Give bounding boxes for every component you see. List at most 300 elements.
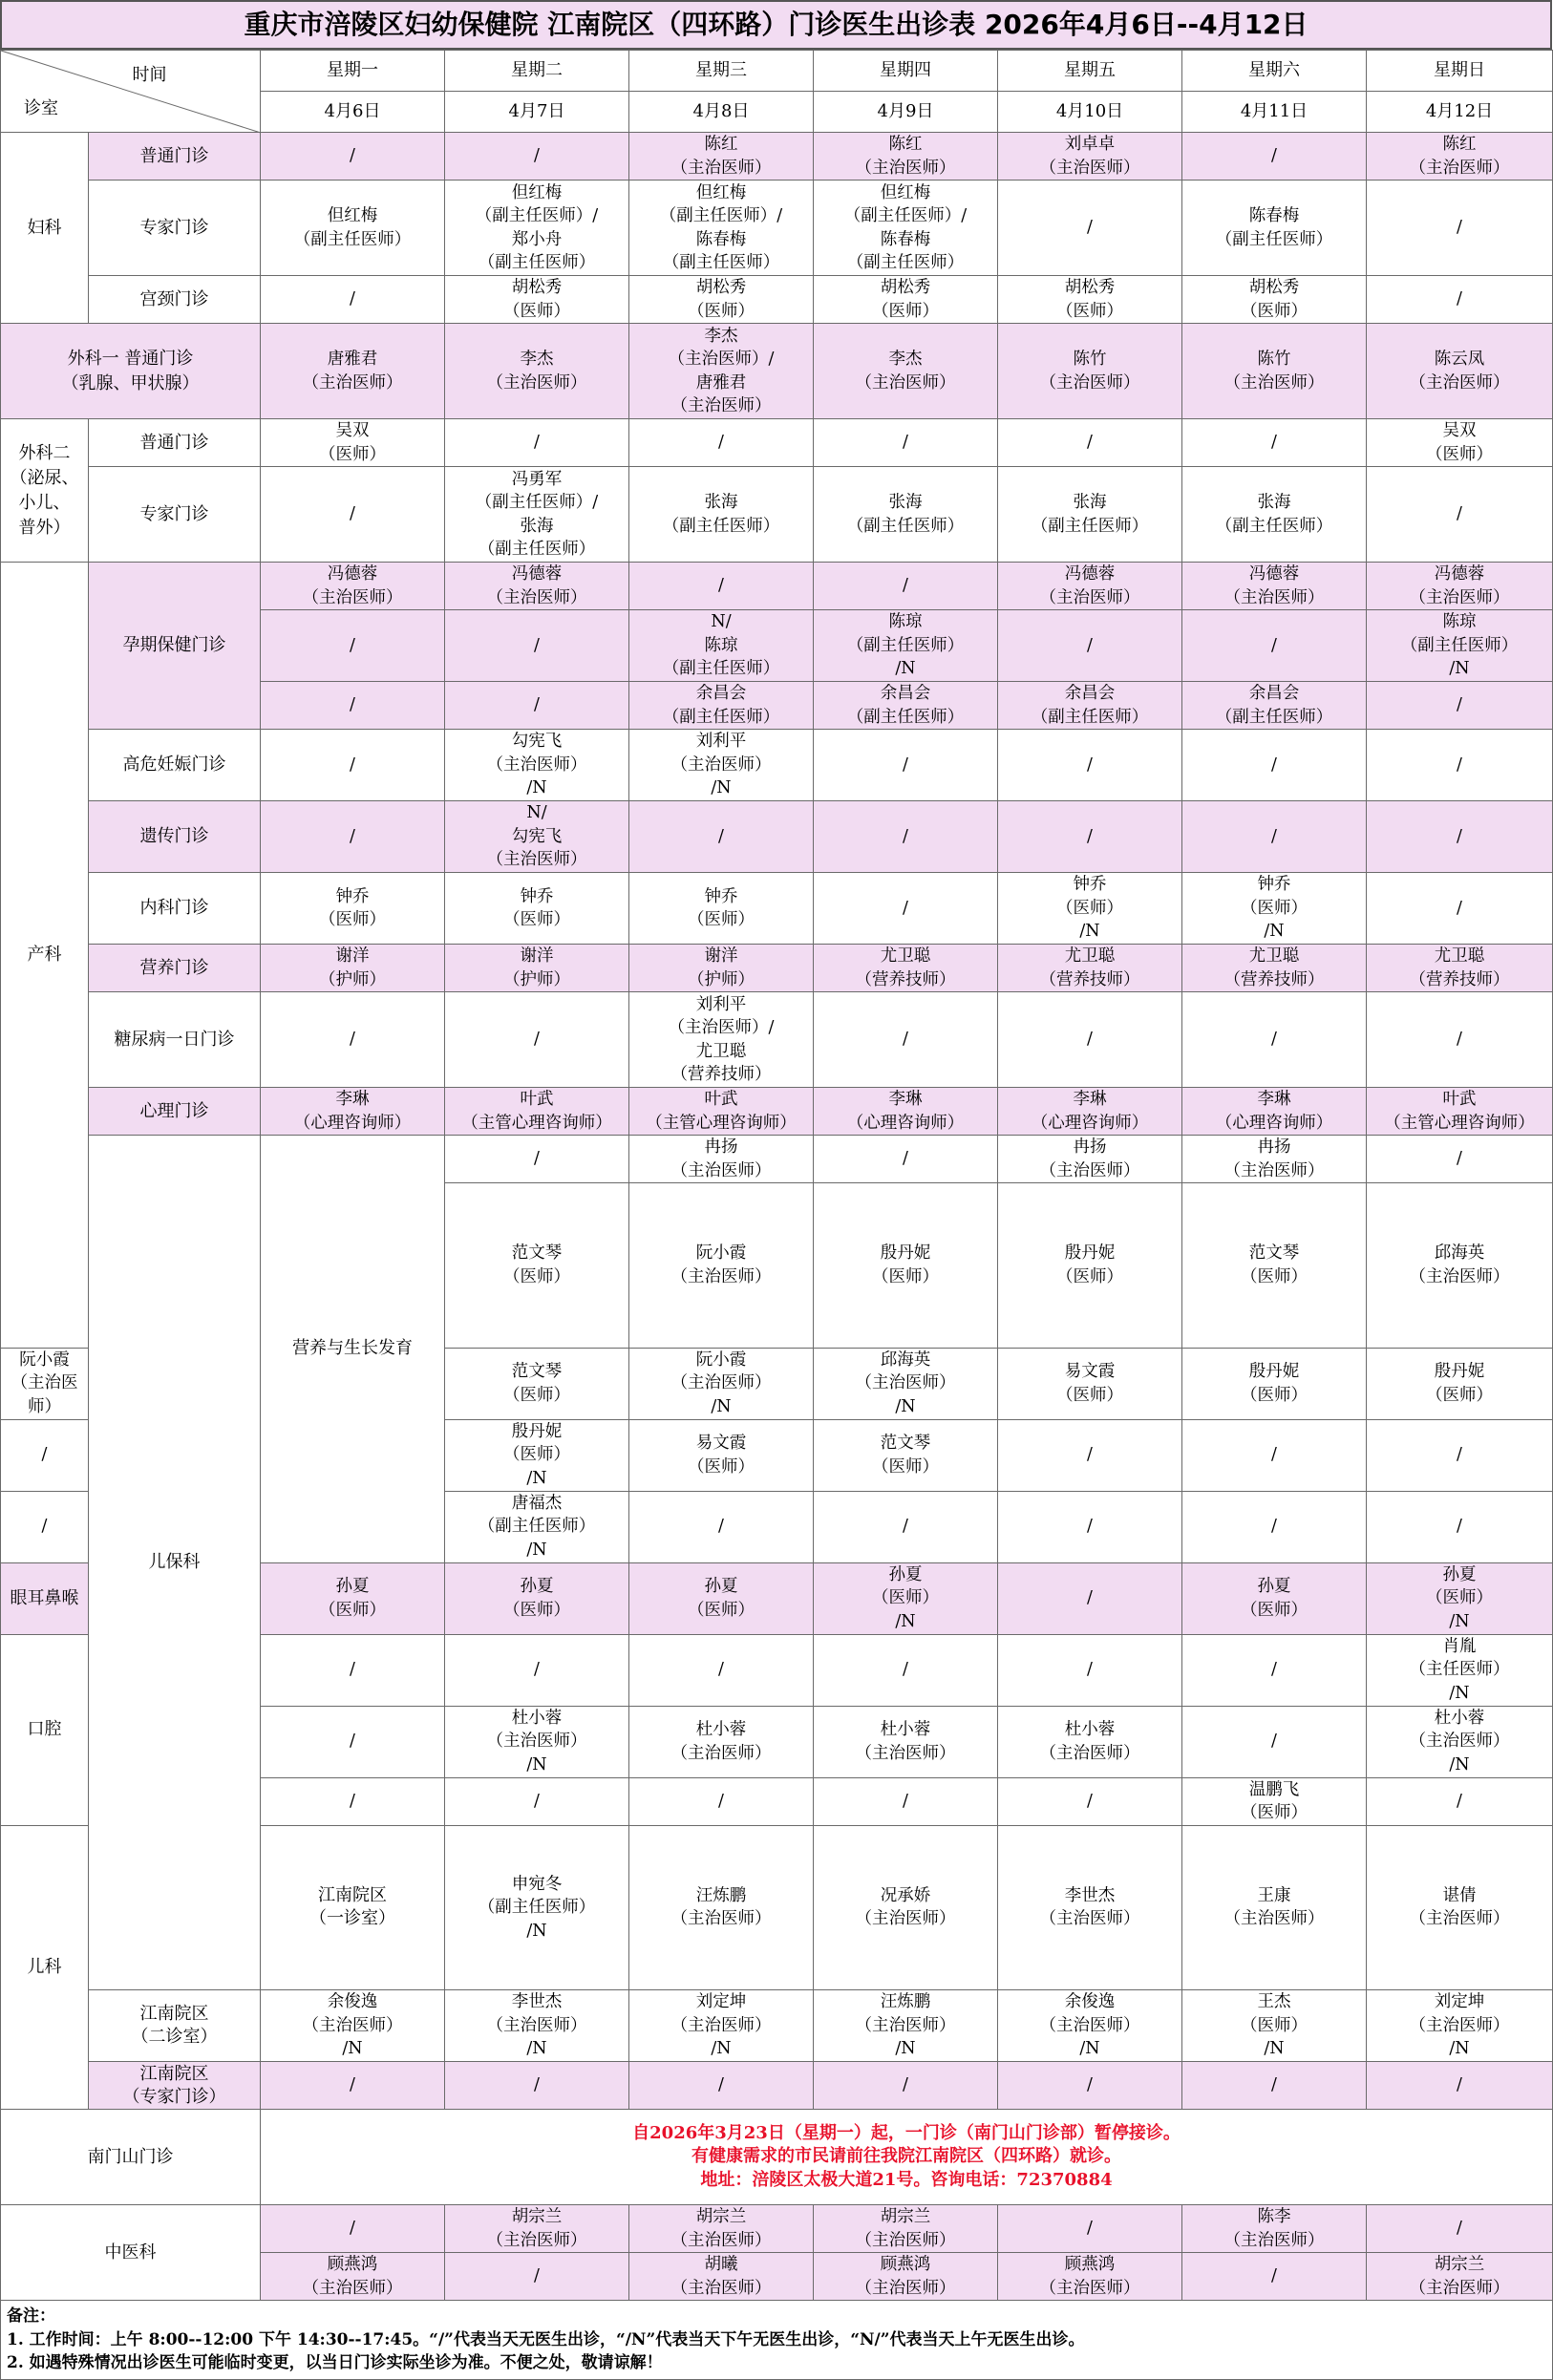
cell-line: / (1457, 1030, 1462, 1050)
cell-line: /N (895, 1611, 916, 1631)
cell-line: 专家门诊 (139, 503, 209, 524)
doctor-cell (814, 873, 998, 945)
cell-line: 冯勇军 (511, 469, 563, 489)
cell-line: （医师） (1426, 444, 1493, 464)
doctor-cell (629, 873, 814, 945)
cell-line: （心理咨询师） (1031, 1113, 1149, 1133)
cell-line: （主治医师） (1409, 158, 1510, 178)
cell-line: 外科一 普通门诊 (67, 348, 194, 369)
schedule-row (1, 419, 1553, 467)
cell-line: 遗传门诊 (139, 826, 209, 846)
cell-line: （主治医师） (1409, 1909, 1510, 1929)
cell-line: 钟乔 (520, 886, 554, 906)
cell-line: 尤卫聪 (695, 1041, 747, 1061)
cell-line: （医师） (1241, 301, 1308, 321)
cell-line: 胡宗兰 (1434, 2255, 1485, 2274)
doctor-cell (261, 181, 445, 276)
cell-line: 妇科 (27, 217, 62, 238)
cell-line: （医师） (688, 910, 755, 929)
date-header: 4月11日 (1182, 92, 1367, 133)
cell-line: 谢洋 (335, 946, 370, 966)
cell-line: / (1087, 635, 1093, 655)
cell-line: （主治医师） (486, 1732, 587, 1752)
cell-line: （乳腺、甲状腺） (61, 372, 200, 393)
cell-line: 胡松秀 (1248, 278, 1300, 297)
doctor-cell (1367, 682, 1553, 730)
cell-line: （医师） (872, 1588, 939, 1608)
schedule-row (1, 563, 1553, 610)
cell-line: （主治医师） (486, 587, 587, 607)
doctor-cell (629, 992, 814, 1088)
cell-line: / (1087, 1791, 1093, 1811)
cell-line: （主治医师） (486, 372, 587, 393)
cell-line: 陈李 (1257, 2207, 1291, 2226)
cell-line: 产科 (27, 944, 62, 965)
schedule-row (1, 467, 1553, 563)
doctor-cell (1367, 563, 1553, 610)
doctor-cell (998, 1777, 1182, 1825)
cell-line: （医师） (1241, 1803, 1308, 1822)
doctor-cell (629, 563, 814, 610)
cell-line: /N (895, 659, 916, 679)
cell-line: 陈竹 (1257, 350, 1291, 369)
doctor-cell (814, 1562, 998, 1634)
cell-line: / (1457, 218, 1462, 238)
cell-line: 汪炼鹏 (695, 1885, 747, 1905)
cell-line: 孙夏 (1257, 1577, 1291, 1596)
cell-line: / (1457, 695, 1462, 715)
doctor-cell (814, 1825, 998, 1990)
cell-line: 心理门诊 (139, 1100, 209, 1121)
cell-line: 陈琼 (704, 635, 738, 655)
cell-line: 孙夏 (1442, 1564, 1477, 1584)
time-label: 时间 (132, 65, 167, 85)
doctor-cell (629, 610, 814, 682)
cell-line: /N (1449, 1611, 1470, 1631)
cell-line: （副主任医师） (846, 516, 965, 536)
schedule-row (1, 1088, 1553, 1136)
cell-line: / (903, 1030, 908, 1050)
doctor-cell (1367, 945, 1553, 992)
doctor-cell (1182, 1136, 1367, 1183)
cell-line: /N (711, 778, 732, 798)
cell-line: （主治医师） (1039, 1743, 1140, 1763)
cell-line: 李琳 (1257, 1090, 1291, 1109)
doctor-cell (1182, 2062, 1367, 2110)
cell-line: / (1271, 1445, 1277, 1465)
cell-line: / (350, 2219, 355, 2239)
doctor-cell (629, 1634, 814, 1706)
cell-line: / (1271, 433, 1277, 453)
cell-line: 刘定坤 (1434, 1992, 1485, 2012)
cell-line: 勾宪飞 (511, 732, 563, 752)
clinic-cell (89, 730, 261, 801)
doctor-cell (814, 1183, 998, 1349)
cell-line: （主治医师） (1409, 372, 1510, 393)
clinic-cell (261, 1136, 445, 1563)
cell-line: / (903, 754, 908, 775)
doctor-cell (1367, 1706, 1553, 1777)
doctor-cell (445, 1825, 629, 1990)
doctor-cell (445, 610, 629, 682)
cell-line: 郑小舟 (511, 229, 563, 249)
cell-line: 张海 (1073, 493, 1107, 512)
cell-line: / (534, 1791, 540, 1811)
cell-line: / (1087, 1030, 1093, 1050)
cell-line: / (534, 635, 540, 655)
cell-line: 江南院区 (318, 1885, 387, 1906)
cell-line: 孙夏 (335, 1577, 370, 1596)
cell-line: 陈琼 (888, 612, 923, 632)
doctor-cell (998, 1088, 1182, 1136)
department-cell (1, 324, 261, 419)
doctor-cell (445, 801, 629, 873)
cell-line: / (903, 1791, 908, 1811)
doctor-cell (1367, 1419, 1553, 1491)
cell-line: （医师） (319, 1600, 386, 1620)
cell-line: / (1087, 1660, 1093, 1680)
cell-line: / (1087, 2075, 1093, 2095)
doctor-cell (629, 181, 814, 276)
cell-line: （主治医师） (1039, 1909, 1140, 1929)
cell-line: 冯德蓉 (1248, 564, 1300, 584)
cell-line: 冉扬 (704, 1137, 738, 1157)
nanmenshan-label: 南门山门诊 (1, 2110, 261, 2205)
department-cell (1, 563, 89, 1349)
cell-line: （营养技师） (855, 969, 956, 989)
cell-line: （主治医师）/ (668, 1018, 775, 1037)
header-corner (1, 51, 261, 133)
doctor-cell (1367, 1183, 1553, 1349)
doctor-cell (1182, 324, 1367, 419)
cell-line: 李琳 (335, 1090, 370, 1109)
cell-line: 普通门诊 (139, 145, 209, 166)
cell-line: / (1087, 433, 1093, 453)
cell-line: 李琳 (888, 1090, 923, 1109)
doctor-cell (1367, 2205, 1553, 2253)
cell-line: 江南院区 (139, 2063, 209, 2084)
clinic-cell (89, 1990, 261, 2062)
cell-line: 但红梅 (511, 182, 563, 202)
cell-line: / (903, 576, 908, 596)
cell-line: （医师） (688, 301, 755, 321)
cell-line: / (903, 2075, 908, 2095)
cell-line: / (718, 576, 724, 596)
doctor-cell (1, 1348, 89, 1419)
doctor-cell (629, 1990, 814, 2062)
cell-line: / (903, 1517, 908, 1537)
cell-line: （主治医师） (486, 754, 587, 775)
cell-line: 余俊逸 (327, 1992, 378, 2012)
doctor-cell (1182, 1825, 1367, 1990)
cell-line: （护师） (688, 969, 755, 989)
cell-line: （主治医师） (302, 587, 403, 607)
schedule-row (1, 730, 1553, 801)
doctor-cell (1367, 419, 1553, 467)
cell-line: （医师） (1241, 1385, 1308, 1405)
doctor-cell (261, 682, 445, 730)
cell-line: 叶武 (1442, 1090, 1477, 1109)
doctor-cell (261, 133, 445, 181)
doctor-cell (998, 945, 1182, 992)
notes-heading: 备注： (7, 2306, 55, 2326)
doctor-cell (261, 1777, 445, 1825)
cell-line: / (350, 1660, 355, 1680)
cell-line: / (903, 1149, 908, 1169)
cell-line: 胡宗兰 (880, 2207, 931, 2226)
doctor-cell (629, 467, 814, 563)
cell-line: / (534, 2266, 540, 2286)
cell-line: 杜小蓉 (1434, 1708, 1485, 1728)
doctor-cell (998, 276, 1182, 324)
cell-line: / (350, 754, 355, 775)
date-header: 4月7日 (445, 92, 629, 133)
cell-line: 孙夏 (888, 1564, 923, 1584)
doctor-cell (1182, 1777, 1367, 1825)
weekday-header: 星期四 (814, 51, 998, 92)
doctor-cell (445, 682, 629, 730)
cell-line: （医师） (503, 910, 570, 929)
doctor-cell (1182, 1990, 1367, 2062)
cell-line: 但红梅 (327, 206, 378, 225)
department-cell (1, 133, 89, 324)
cell-line: / (718, 1517, 724, 1537)
doctor-cell (445, 1491, 629, 1562)
doctor-cell (814, 419, 998, 467)
cell-line: 邱海英 (880, 1349, 931, 1370)
doctor-cell (445, 563, 629, 610)
cell-line: 冯德蓉 (327, 564, 378, 584)
doctor-cell (1182, 276, 1367, 324)
cell-line: / (534, 2075, 540, 2095)
corner-diagonal (1, 51, 261, 133)
cell-line: 杜小蓉 (511, 1708, 563, 1728)
cell-line: （主治医师） (1409, 1266, 1510, 1286)
cell-line: /N (526, 1921, 547, 1941)
cell-line: （主治医师） (670, 754, 772, 775)
cell-line: （医师） (1241, 898, 1308, 918)
cell-line: 吴双 (335, 421, 370, 440)
doctor-cell (998, 467, 1182, 563)
cell-line: 范文琴 (511, 1362, 563, 1381)
cell-line: （医师） (1241, 2015, 1308, 2035)
cell-line: 小儿、 (18, 492, 71, 513)
doctor-cell (814, 2062, 998, 2110)
cell-line: 刘利平 (695, 994, 747, 1014)
cell-line: 叶武 (520, 1090, 554, 1109)
cell-line: （主管心理咨询师） (646, 1113, 797, 1133)
doctor-cell (445, 945, 629, 992)
cell-line: /N (711, 2039, 732, 2059)
cell-line: / (350, 1030, 355, 1050)
cell-line: / (534, 695, 540, 715)
cell-line: / (350, 289, 355, 309)
doctor-cell (629, 1777, 814, 1825)
cell-line: / (1271, 2075, 1277, 2095)
schedule-row (1, 181, 1553, 276)
doctor-cell (629, 682, 814, 730)
cell-line: 尤卫聪 (880, 946, 931, 966)
doctor-cell (1367, 730, 1553, 801)
cell-line: （医师） (503, 1445, 570, 1465)
doctor-cell (998, 682, 1182, 730)
cell-line: （副主任医师）/ (475, 206, 599, 225)
cell-line: / (718, 826, 724, 846)
cell-line: （副主任医师） (1215, 229, 1333, 249)
cell-line: / (41, 1445, 48, 1465)
cell-line: / (1087, 754, 1093, 775)
cell-line: 儿科 (27, 1956, 62, 1977)
cell-line: （心理咨询师） (846, 1113, 965, 1133)
clinic-cell (89, 992, 261, 1088)
cell-line: （医师） (503, 301, 570, 321)
doctor-cell (1367, 610, 1553, 682)
doctor-cell (1182, 610, 1367, 682)
cell-line: 营养与生长发育 (292, 1338, 413, 1359)
cell-line: / (1087, 826, 1093, 846)
doctor-cell (814, 467, 998, 563)
doctor-cell (814, 1136, 998, 1183)
cell-line: 胡松秀 (880, 278, 931, 297)
cell-line: 温鹏飞 (1248, 1779, 1300, 1799)
clinic-cell (89, 276, 261, 324)
cell-line: 谢洋 (704, 946, 738, 966)
doctor-cell (814, 1777, 998, 1825)
doctor-cell (1367, 801, 1553, 873)
cell-line: 孙夏 (520, 1577, 554, 1596)
cell-line: 陈红 (888, 135, 923, 154)
doctor-cell (261, 1990, 445, 2062)
cell-line: / (1457, 1445, 1462, 1465)
doctor-cell (814, 801, 998, 873)
doctor-cell (445, 1562, 629, 1634)
doctor-cell (814, 1348, 998, 1419)
cell-line: /N (526, 2039, 547, 2059)
doctor-cell (1367, 1825, 1553, 1990)
cell-line: （医师） (1426, 1588, 1493, 1608)
doctor-cell (814, 992, 998, 1088)
doctor-cell (1367, 133, 1553, 181)
doctor-cell (261, 467, 445, 563)
doctor-cell (1367, 1990, 1553, 2062)
cell-line: 范文琴 (880, 1434, 931, 1453)
cell-line: 普外） (18, 517, 71, 538)
tcm-label: 中医科 (1, 2205, 261, 2301)
cell-line: （主治医师） (302, 372, 403, 393)
cell-line: （主治医师） (670, 1743, 772, 1763)
cell-line: 陈春梅 (1248, 206, 1300, 225)
doctor-cell (445, 1634, 629, 1706)
header-weekday-row (1, 51, 1553, 92)
doctor-cell (261, 992, 445, 1088)
doctor-cell (998, 1634, 1182, 1706)
cell-line: /N (1449, 659, 1470, 679)
cell-line: 陈红 (704, 135, 738, 154)
doctor-cell (998, 2253, 1182, 2301)
cell-line: （主治医师） (486, 2015, 587, 2035)
cell-line: 眼耳鼻喉 (10, 1587, 79, 1608)
doctor-cell (814, 324, 998, 419)
cell-line: （副主任医师） (662, 707, 780, 727)
cell-line: （主治医师） (670, 1160, 772, 1180)
doctor-cell (445, 1183, 629, 1349)
doctor-cell (261, 419, 445, 467)
cell-line: （副主任医师） (293, 229, 412, 249)
date-header: 4月8日 (629, 92, 814, 133)
cell-line: （专家门诊） (122, 2086, 226, 2107)
weekday-header: 星期日 (1367, 51, 1553, 92)
clinic-cell (89, 181, 261, 276)
cell-line: 营养门诊 (139, 957, 209, 978)
cell-line: /N (526, 1468, 547, 1488)
notes-line: 1. 工作时间：上午 8:00--12:00 下午 14:30--17:45。“/”代表当天无医生出诊，“/N”代表当天下午无医生出诊，“N/”代表当天上午无医生出诊。 (7, 2329, 1085, 2349)
cell-line: （主治医师） (1039, 2278, 1140, 2298)
cell-line: （副主任医师） (662, 659, 780, 679)
cell-line: / (1271, 2266, 1277, 2286)
doctor-cell (629, 1825, 814, 1990)
doctor-cell (1182, 2205, 1367, 2253)
doctor-cell (261, 563, 445, 610)
cell-line: （医师） (688, 1600, 755, 1620)
cell-line: /N (711, 1396, 732, 1416)
cell-line: /N (526, 1540, 547, 1560)
cell-line: 陈竹 (1073, 350, 1107, 369)
doctor-cell (1182, 1634, 1367, 1706)
doctor-cell (261, 801, 445, 873)
cell-line: （副主任医师） (846, 635, 965, 655)
clinic-cell (89, 467, 261, 563)
doctor-cell (261, 610, 445, 682)
cell-line: 顾燕鸿 (1064, 2255, 1116, 2274)
doctor-cell (261, 1562, 445, 1634)
cell-line: （二诊室） (131, 2027, 218, 2047)
doctor-cell (1182, 730, 1367, 801)
doctor-cell (1182, 682, 1367, 730)
cell-line: （主治医师） (1409, 2015, 1510, 2035)
cell-line: （主治医师） (1223, 1909, 1325, 1929)
cell-line: 杜小蓉 (695, 1720, 747, 1739)
cell-line: / (350, 2075, 355, 2095)
doctor-cell (814, 730, 998, 801)
cell-line: （副主任医师） (1400, 635, 1519, 655)
cell-line: 冉扬 (1073, 1137, 1107, 1157)
cell-line: 钟乔 (1073, 875, 1107, 895)
date-header: 4月10日 (998, 92, 1182, 133)
cell-line: /N (1449, 1683, 1470, 1703)
cell-line: 胡松秀 (1064, 278, 1116, 297)
weekday-header: 星期五 (998, 51, 1182, 92)
cell-line: （副主任医师） (478, 253, 596, 272)
doctor-cell (814, 682, 998, 730)
cell-line: （医师） (503, 1600, 570, 1620)
notice-line: 自2026年3月23日（星期一）起，一门诊（南门山门诊部）暂停接诊。 (632, 2122, 1181, 2143)
clinic-cell (89, 133, 261, 181)
doctor-cell (445, 276, 629, 324)
cell-line: （主治医师） (670, 1266, 772, 1286)
cell-line: /N (1264, 922, 1285, 942)
cell-line: 张海 (1257, 493, 1291, 512)
cell-line: 陈春梅 (880, 229, 931, 249)
cell-line: 杜小蓉 (1064, 1720, 1116, 1739)
cell-line: 李杰 (888, 350, 923, 369)
cell-line: 刘定坤 (695, 1992, 747, 2012)
doctor-cell (629, 1183, 814, 1349)
cell-line: / (534, 1030, 540, 1050)
doctor-cell (998, 1990, 1182, 2062)
cell-line: 李琳 (1073, 1090, 1107, 1109)
cell-line: / (1271, 146, 1277, 166)
doctor-cell (814, 133, 998, 181)
